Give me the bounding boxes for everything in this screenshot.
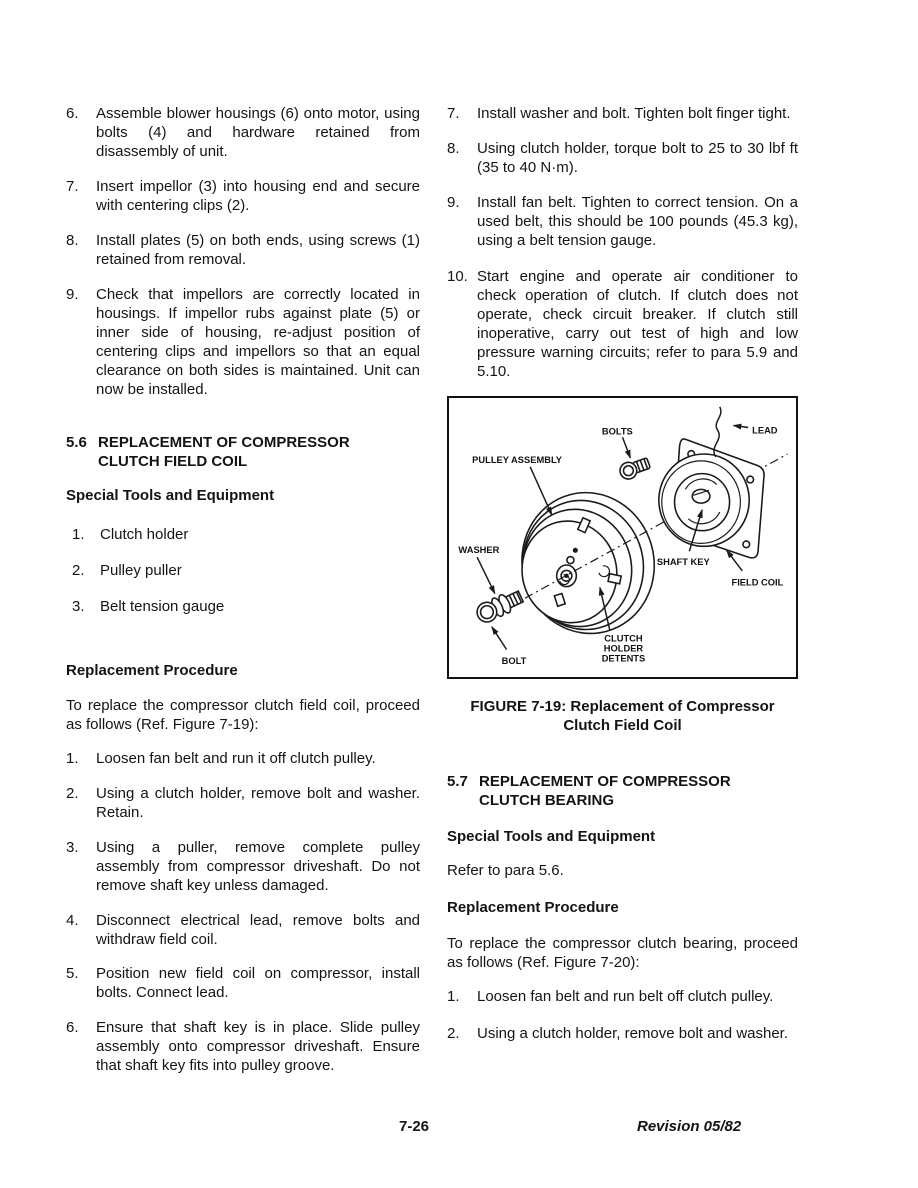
right-column [447,104,798,1059]
label-field-coil: FIELD COIL [731,577,784,588]
procedure-intro: To replace the compressor clutch bearing, proceed as follows (Ref. Figure 7-20): [447,935,798,971]
label-bolt: BOLT [501,656,527,667]
section-number: 5.7 [447,773,468,790]
procedure-heading: Replacement Procedure [447,899,619,916]
list-number: 6. [66,105,79,122]
procedure-step: 5. Position new field coil on compressor, install bolts. Connect lead. [66,965,420,1001]
figure-7-19 [447,396,798,679]
tool-item: 1. Clutch holder [72,526,189,543]
list-item: 9. Install fan belt. Tighten to correct tension. On a used belt, this should be 100 pounds (45.3 kg), using a belt tension gauge. [447,194,798,249]
procedure-heading: Replacement Procedure [66,662,238,679]
list-text: Insert impellor (3) into housing end and secure with centering clips (2). [96,178,420,214]
procedure-step: 1. Loosen fan belt and run belt off clutch pulley. [447,988,774,1005]
list-item [66,177,420,215]
list-item: 10. Start engine and operate air conditioner to check operation of clutch. If clutch does not operate, check circuit breaker. If clutch still inoperative, carry out test of high and low pressure warning circuits; refer to para 5.9 and 5.10. [447,268,798,380]
list-item: 7. Install washer and bolt. Tighten bolt finger tight. [447,105,791,122]
section-heading-5-6 [66,433,420,471]
list-text: Check that impellors are correctly located in housings. If impellor rubs against plate (5) or inner side of housing, re-adjust position of centering clips and impellors so that an equal clearance on both sides is maintained. Unit can now be installed. [96,286,420,398]
label-washer: WASHER [458,545,500,556]
section-title: REPLACEMENT OF COMPRESSOR CLUTCH FIELD COIL [98,434,350,470]
procedure-step: 1. Loosen fan belt and run it off clutch pulley. [66,750,376,767]
label-lead: LEAD [752,425,778,436]
list-text: Install plates (5) on both ends, using screws (1) retained from removal. [96,232,420,268]
label-pulley-assembly: PULLEY ASSEMBLY [472,454,563,465]
bolt-washer-drawing [474,587,525,625]
tools-heading: Special Tools and Equipment [66,487,275,504]
tool-item: 3. Belt tension gauge [72,598,225,615]
label-shaft-key: SHAFT KEY [656,556,710,567]
tools-heading: Special Tools and Equipment [447,828,656,845]
procedure-intro: To replace the compressor clutch field coil, proceed as follows (Ref. Figure 7-19): [66,697,420,733]
exploded-view-diagram [449,398,795,676]
section-heading-5-7 [447,772,798,810]
revision-label: Revision 05/82 [637,1118,742,1135]
figure-caption: FIGURE 7-19: Replacement of Compressor Clutch Field Coil [470,698,775,734]
procedure-step: 2. Using a clutch holder, remove bolt and washer. [447,1025,789,1042]
list-number: 7. [66,178,79,195]
section-title: REPLACEMENT OF COMPRESSOR CLUTCH BEARING [479,773,731,809]
list-text: Assemble blower housings (6) onto motor, using bolts (4) and hardware retained from disassembly of unit. [96,105,420,160]
section-number: 5.6 [66,434,87,451]
procedure-step: 6. Ensure that shaft key is in place. Slide pulley assembly onto compressor driveshaft. Ensure that shaft key fits into pulley groove. [66,1019,420,1074]
list-number: 8. [66,232,79,249]
bolt-drawing [618,455,652,481]
label-clutch-holder-detents: DETENTS [601,653,646,664]
tool-item: 2. Pulley puller [72,562,182,579]
page-number: 7-26 [399,1118,430,1135]
list-item [66,104,420,161]
left-column [66,104,420,1091]
tools-refer: Refer to para 5.6. [447,862,564,879]
list-number: 9. [66,286,79,303]
pulley-assembly-drawing [506,478,670,649]
procedure-step: 4. Disconnect electrical lead, remove bolts and withdraw field coil. [66,912,420,948]
label-clutch-holder-detents: HOLDER [603,643,644,654]
field-coil-drawing [659,439,764,558]
list-item [66,231,420,269]
label-clutch-holder-detents: CLUTCH [604,633,643,644]
list-item: 8. Using clutch holder, torque bolt to 25 to 30 lbf ft (35 to 40 N·m). [447,140,798,176]
procedure-step: 2. Using a clutch holder, remove bolt and washer. Retain. [66,785,420,821]
label-bolts: BOLTS [601,426,633,437]
list-item [66,285,420,399]
procedure-step: 3. Using a puller, remove complete pulley assembly from compressor driveshaft. Do not remove shaft key unless damaged. [66,839,420,894]
